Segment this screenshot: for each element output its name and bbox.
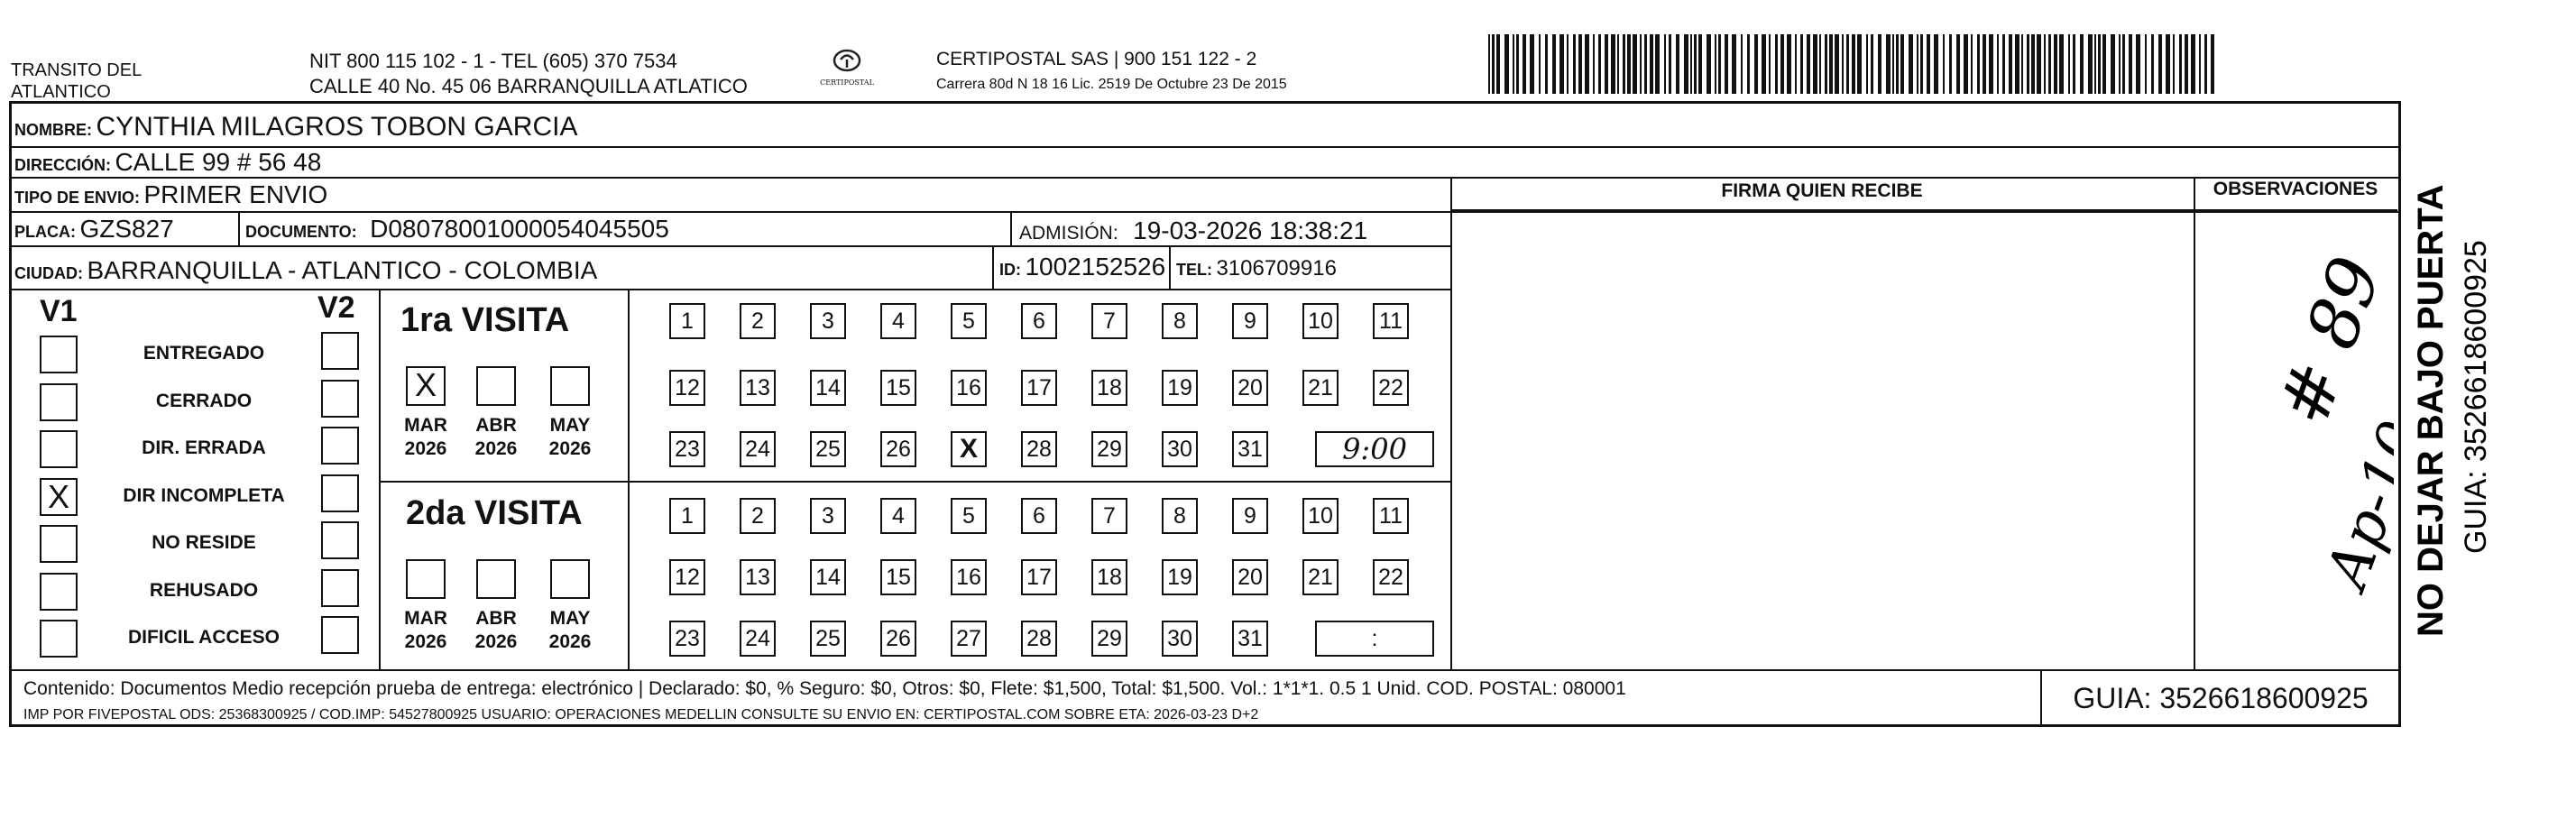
tipo-envio-row	[14, 180, 327, 209]
barcode-bar	[1807, 34, 1810, 94]
v1-checkbox-rehusado[interactable]	[40, 573, 78, 611]
barcode-bar	[1605, 34, 1608, 94]
barcode-bar	[2031, 34, 2035, 94]
day-box-11[interactable]: 11	[1373, 498, 1409, 534]
day-box-4[interactable]: 4	[880, 498, 916, 534]
barcode-bar	[2185, 34, 2188, 94]
barcode-bar	[2002, 34, 2005, 94]
first-visit-title: 1ra VISITA	[400, 301, 570, 339]
day-box-1[interactable]: 1	[669, 498, 705, 534]
admision-field	[1019, 216, 1367, 245]
day-box-27[interactable]: X	[951, 431, 987, 467]
placa-value: GZS827	[79, 215, 174, 243]
documento-field	[245, 215, 669, 244]
barcode-bar	[1989, 34, 1993, 94]
month-checkbox-mar[interactable]: X	[406, 366, 446, 406]
observation-note-1: # 89	[2263, 246, 2394, 436]
barcode-bar	[1983, 34, 1986, 94]
barcode-bar	[2048, 34, 2051, 94]
barcode-bar	[1971, 34, 1973, 94]
day-box-22[interactable]: 22	[1373, 370, 1409, 406]
barcode-bar	[2211, 34, 2214, 94]
barcode-bar	[2098, 34, 2101, 94]
day-box-1[interactable]: 1	[669, 303, 705, 339]
v1-checkbox-dir-errada[interactable]	[40, 430, 78, 468]
tel-field	[1176, 256, 1337, 281]
month-label: MAY	[549, 608, 591, 629]
barcode-bar	[1800, 34, 1803, 94]
placa-field	[14, 215, 174, 244]
day-box-4[interactable]: 4	[880, 303, 916, 339]
day-box-19[interactable]: 19	[1162, 559, 1198, 595]
day-box-25[interactable]: 25	[810, 431, 846, 467]
day-box-10[interactable]: 10	[1302, 498, 1339, 534]
tipo-envio-value: PRIMER ENVIO	[143, 180, 328, 208]
day-box-16[interactable]: 16	[951, 370, 987, 406]
v2-checkbox-dificil-acceso[interactable]	[321, 616, 359, 654]
placa-label: PLACA:	[14, 223, 76, 241]
barcode-bar	[1741, 34, 1743, 94]
barcode-bar	[2059, 34, 2064, 94]
company-contact	[309, 49, 748, 99]
barcode-bar	[1523, 34, 1526, 94]
direccion-value: CALLE 99 # 56 48	[115, 148, 322, 176]
day-box-24[interactable]: 24	[740, 621, 776, 657]
month-checkbox-may[interactable]	[550, 559, 590, 599]
barcode-bar	[2015, 34, 2019, 94]
v2-checkbox-entregado[interactable]	[321, 332, 359, 370]
barcode-bar	[1715, 34, 1716, 94]
barcode-bar	[1813, 34, 1817, 94]
month-label: MAY	[549, 415, 591, 436]
barcode-bar	[2021, 34, 2023, 94]
barcode-bar	[2191, 34, 2195, 94]
observations-handwriting	[2197, 213, 2394, 667]
barcode-bar	[1795, 34, 1797, 94]
barcode-bar	[1496, 34, 1500, 94]
tipo-envio-label: TIPO DE ENVIO:	[14, 189, 141, 207]
day-box-27[interactable]: 27	[951, 621, 987, 657]
barcode-bar	[2102, 34, 2106, 94]
day-box-5[interactable]: 5	[951, 498, 987, 534]
day-box-23[interactable]: 23	[669, 621, 705, 657]
barcode-bar	[1964, 34, 1968, 94]
barcode-bar	[1684, 34, 1688, 94]
id-label: ID:	[999, 261, 1021, 279]
year-label: 2026	[548, 438, 592, 459]
second-visit-title: 2da VISITA	[406, 494, 583, 532]
v1-label: V1	[40, 294, 78, 328]
company-name: TRANSITO DEL ATLANTICO	[11, 60, 143, 102]
status-option-label: DIR. ERRADA	[142, 437, 266, 458]
footer-imp: IMP POR FIVEPOSTAL ODS: 25368300925 / COD.IMP: 54527800925 USUARIO: OPERACIONES MEDELLIN CONSULTE SU ENVIO EN: CERTIPOSTAL.COM SOBRE ETA: 2026-03-23 D+2	[23, 707, 1259, 722]
footer-guia: GUIA: 3526618600925	[2073, 682, 2369, 714]
footer-contenido: Contenido: Documentos Medio recepción prueba de entrega: electrónico | Declarado: $0, % Seguro: $0, Otros: $0, Flete: $1,500, Total: $1,500. Vol.: 1*1*1. 0.5 1 Unid. COD. POSTAL: 080001	[23, 678, 1626, 699]
v2-checkbox-rehusado[interactable]	[321, 569, 359, 607]
barcode-bar	[1707, 34, 1711, 94]
tel-label: TEL:	[1176, 261, 1212, 279]
barcode-bar	[1516, 34, 1519, 94]
carrier-name: CERTIPOSTAL SAS | 900 151 122 - 2	[936, 49, 1257, 69]
barcode-bar	[1698, 34, 1702, 94]
day-box-21[interactable]: 21	[1302, 559, 1339, 595]
barcode-bar	[1539, 34, 1541, 94]
barcode-bar	[1909, 34, 1913, 94]
barcode-bar	[2136, 34, 2140, 94]
barcode-bar	[2009, 34, 2012, 94]
day-box-7[interactable]: 7	[1091, 498, 1127, 534]
barcode-bar	[1871, 34, 1873, 94]
barcode-bar	[1943, 34, 1945, 94]
day-box-19[interactable]: 19	[1162, 370, 1198, 406]
day-box-31[interactable]: 31	[1232, 431, 1268, 467]
day-box-12[interactable]: 12	[669, 370, 705, 406]
barcode-bar	[1559, 34, 1564, 94]
day-box-12[interactable]: 12	[669, 559, 705, 595]
day-box-23[interactable]: 23	[669, 431, 705, 467]
day-box-30[interactable]: 30	[1162, 621, 1198, 657]
day-box-13[interactable]: 13	[740, 559, 776, 595]
barcode-bar	[1780, 34, 1784, 94]
day-box-6[interactable]: 6	[1021, 498, 1057, 534]
barcode-bar	[1690, 34, 1692, 94]
day-box-2[interactable]: 2	[740, 498, 776, 534]
day-box-14[interactable]: 14	[810, 370, 846, 406]
direccion-row	[14, 148, 321, 177]
v1-checkbox-dir-incompleta[interactable]: X	[40, 478, 78, 516]
barcode-bar	[1852, 34, 1855, 94]
ciudad-value: BARRANQUILLA - ATLANTICO - COLOMBIA	[87, 256, 598, 284]
status-option-label: REHUSADO	[149, 579, 259, 601]
no-dejar-warning: NO DEJAR BAJO PUERTA	[2411, 184, 2451, 637]
status-option-label: DIFICIL ACCESO	[127, 627, 280, 648]
barcode-bar	[1949, 34, 1952, 94]
barcode-bar	[1762, 34, 1766, 94]
barcode-bar	[1934, 34, 1938, 94]
month-checkbox-may[interactable]	[550, 366, 590, 406]
day-box-18[interactable]: 18	[1091, 559, 1127, 595]
day-box-8[interactable]: 8	[1162, 498, 1198, 534]
observaciones-header: OBSERVACIONES	[2213, 179, 2378, 199]
status-option-label: DIR INCOMPLETA	[123, 484, 285, 506]
barcode-bar	[1892, 34, 1894, 94]
barcode-bar	[1775, 34, 1778, 94]
barcode-bar	[2151, 34, 2154, 94]
month-checkbox-abr[interactable]	[476, 559, 516, 599]
barcode-bar	[2068, 34, 2070, 94]
barcode-bar	[1900, 34, 1904, 94]
documento-value: D08078001000054045505	[370, 215, 669, 243]
barcode-bar	[1633, 34, 1637, 94]
barcode-bar	[1530, 34, 1534, 94]
barcode-bar	[2037, 34, 2041, 94]
year-label: 2026	[404, 631, 447, 652]
barcode-bar	[2088, 34, 2093, 94]
barcode-bar	[1593, 34, 1595, 94]
barcode-bar	[2145, 34, 2147, 94]
nit-tel: NIT 800 115 102 - 1 - TEL (605) 370 7534	[309, 50, 677, 72]
year-label: 2026	[548, 631, 592, 652]
barcode-bar	[1896, 34, 1899, 94]
barcode-bar	[1835, 34, 1839, 94]
day-box-26[interactable]: 26	[880, 431, 916, 467]
day-box-28[interactable]: 28	[1021, 621, 1057, 657]
tel-value: 3106709916	[1216, 256, 1337, 281]
barcode-bar	[2094, 34, 2096, 94]
admision-value: 19-03-2026 18:38:21	[1133, 216, 1368, 244]
barcode-bar	[1825, 34, 1827, 94]
v2-checkbox-dir-errada[interactable]	[321, 427, 359, 465]
v2-checkbox-dir-incompleta[interactable]	[321, 474, 359, 512]
day-box-3[interactable]: 3	[810, 303, 846, 339]
barcode-bar	[1492, 34, 1495, 94]
nombre-row	[14, 112, 577, 143]
barcode-bar	[1513, 34, 1514, 94]
observations-area[interactable]	[2197, 213, 2394, 667]
day-box-15[interactable]: 15	[880, 559, 916, 595]
admision-label: ADMISIÓN:	[1019, 223, 1118, 244]
barcode-bar	[2044, 34, 2046, 94]
day-box-15[interactable]: 15	[880, 370, 916, 406]
ciudad-label: CIUDAD:	[14, 264, 83, 282]
day-box-7[interactable]: 7	[1091, 303, 1127, 339]
barcode-bar	[1650, 34, 1653, 94]
barcode-bar	[2054, 34, 2057, 94]
day-box-25[interactable]: 25	[810, 621, 846, 657]
month-checkbox-abr[interactable]	[476, 366, 516, 406]
barcode-bar	[2179, 34, 2182, 94]
ciudad-field	[14, 256, 597, 285]
day-box-13[interactable]: 13	[740, 370, 776, 406]
barcode-bar	[1819, 34, 1821, 94]
barcode-bar	[1573, 34, 1576, 94]
barcode-bar	[1669, 34, 1671, 94]
barcode-bar	[1878, 34, 1881, 94]
barcode-bar	[1567, 34, 1569, 94]
barcode-bar	[1842, 34, 1844, 94]
certipostal-logo: CERTIPOSTAL	[815, 47, 879, 87]
status-option-label: CERRADO	[155, 390, 253, 411]
v1-checkbox-no-reside[interactable]	[40, 525, 78, 563]
barcode-bar	[1886, 34, 1891, 94]
barcode-bar	[1747, 34, 1750, 94]
barcode-bar	[1623, 34, 1625, 94]
side-text	[2405, 137, 2504, 642]
day-box-9[interactable]: 9	[1232, 303, 1268, 339]
day-box-30[interactable]: 30	[1162, 431, 1198, 467]
status-option-label: ENTREGADO	[143, 343, 265, 363]
barcode-bar	[1977, 34, 1980, 94]
barcode-bar	[2204, 34, 2207, 94]
barcode-bar	[2129, 34, 2132, 94]
direccion-label: DIRECCIÓN:	[14, 156, 111, 174]
day-box-3[interactable]: 3	[810, 498, 846, 534]
signature-area[interactable]	[1454, 213, 2190, 667]
barcode-bar	[2119, 34, 2121, 94]
day-box-16[interactable]: 16	[951, 559, 987, 595]
id-field	[999, 253, 1165, 281]
month-label: MAR	[404, 608, 447, 629]
year-label: 2026	[404, 438, 447, 459]
day-box-21[interactable]: 21	[1302, 370, 1339, 406]
day-box-17[interactable]: 17	[1021, 370, 1057, 406]
day-box-6[interactable]: 6	[1021, 303, 1057, 339]
barcode-bar	[2080, 34, 2084, 94]
documento-label: DOCUMENTO:	[245, 223, 357, 241]
barcode-bar	[1866, 34, 1868, 94]
barcode-bar	[2158, 34, 2162, 94]
time-box[interactable]: 9:00	[1315, 431, 1434, 467]
day-box-24[interactable]: 24	[740, 431, 776, 467]
carrier-address: Carrera 80d N 18 16 Lic. 2519 De Octubre 23 De 2015	[936, 77, 1287, 92]
nombre-value: CYNTHIA MILAGROS TOBON GARCIA	[96, 112, 578, 142]
v2-checkbox-no-reside[interactable]	[321, 521, 359, 559]
barcode-bar	[1920, 34, 1923, 94]
barcode-bar	[2166, 34, 2170, 94]
barcode-bar	[1956, 34, 1960, 94]
barcode-bar	[1725, 34, 1728, 94]
barcode-bar	[1769, 34, 1771, 94]
day-box-22[interactable]: 22	[1373, 559, 1409, 595]
barcode-bar	[1718, 34, 1721, 94]
day-box-9[interactable]: 9	[1232, 498, 1268, 534]
day-box-5[interactable]: 5	[951, 303, 987, 339]
day-box-11[interactable]: 11	[1373, 303, 1409, 339]
month-checkbox-mar[interactable]	[406, 559, 446, 599]
barcode-bar	[2073, 34, 2075, 94]
day-box-29[interactable]: 29	[1091, 431, 1127, 467]
barcode-bar	[1732, 34, 1736, 94]
barcode-bar	[1676, 34, 1679, 94]
day-box-20[interactable]: 20	[1232, 559, 1268, 595]
year-label: 2026	[474, 438, 518, 459]
barcode-bar	[1694, 34, 1697, 94]
barcode-bar	[1857, 34, 1862, 94]
barcode-bar	[1598, 34, 1601, 94]
barcode-bar	[1627, 34, 1631, 94]
firma-header: FIRMA QUIEN RECIBE	[1721, 180, 1923, 201]
barcode-bar	[1655, 34, 1660, 94]
barcode-bar	[2173, 34, 2175, 94]
day-box-2[interactable]: 2	[740, 303, 776, 339]
day-box-28[interactable]: 28	[1021, 431, 1057, 467]
barcode-bar	[1846, 34, 1849, 94]
barcode-bar	[1585, 34, 1589, 94]
barcode-bar	[1640, 34, 1642, 94]
barcode-bar	[2122, 34, 2125, 94]
barcode-bar	[1829, 34, 1833, 94]
day-box-31[interactable]: 31	[1232, 621, 1268, 657]
carrier-info	[936, 47, 1287, 97]
v2-label: V2	[317, 290, 355, 325]
barcode-bar	[1504, 34, 1509, 94]
barcode-bar	[1488, 34, 1490, 94]
day-box-29[interactable]: 29	[1091, 621, 1127, 657]
day-box-10[interactable]: 10	[1302, 303, 1339, 339]
barcode	[1488, 34, 2217, 94]
barcode-bar	[1611, 34, 1615, 94]
month-label: ABR	[475, 608, 517, 629]
day-box-14[interactable]: 14	[810, 559, 846, 595]
barcode-bar	[1927, 34, 1930, 94]
side-guia: GUIA: 3526618600925	[2459, 240, 2493, 554]
month-label: ABR	[475, 415, 517, 436]
barcode-bar	[1545, 34, 1548, 94]
barcode-bar	[2027, 34, 2029, 94]
v1-checkbox-dificil-acceso[interactable]	[40, 620, 78, 658]
day-box-18[interactable]: 18	[1091, 370, 1127, 406]
barcode-bar	[1917, 34, 1918, 94]
barcode-bar	[2111, 34, 2115, 94]
day-box-26[interactable]: 26	[880, 621, 916, 657]
barcode-bar	[2199, 34, 2201, 94]
nombre-label: NOMBRE:	[14, 121, 92, 139]
barcode-bar	[1997, 34, 1999, 94]
v1-checkbox-cerrado[interactable]	[40, 383, 78, 421]
barcode-bar	[1617, 34, 1619, 94]
day-box-17[interactable]: 17	[1021, 559, 1057, 595]
day-box-8[interactable]: 8	[1162, 303, 1198, 339]
year-label: 2026	[474, 631, 518, 652]
barcode-bar	[1644, 34, 1647, 94]
barcode-bar	[1664, 34, 1666, 94]
barcode-bar	[1552, 34, 1556, 94]
v1-checkbox-entregado[interactable]	[40, 336, 78, 373]
status-option-label: NO RESIDE	[152, 532, 256, 553]
month-label: MAR	[404, 415, 447, 436]
day-box-20[interactable]: 20	[1232, 370, 1268, 406]
company-address: CALLE 40 No. 45 06 BARRANQUILLA ATLATICO	[309, 75, 748, 97]
id-value: 1002152526	[1025, 253, 1166, 281]
v2-checkbox-cerrado[interactable]	[321, 380, 359, 418]
time-box[interactable]: :	[1315, 621, 1434, 657]
barcode-bar	[1578, 34, 1582, 94]
observation-note-2: Ap-10.	[2314, 395, 2394, 597]
barcode-bar	[1787, 34, 1791, 94]
barcode-bar	[1754, 34, 1758, 94]
